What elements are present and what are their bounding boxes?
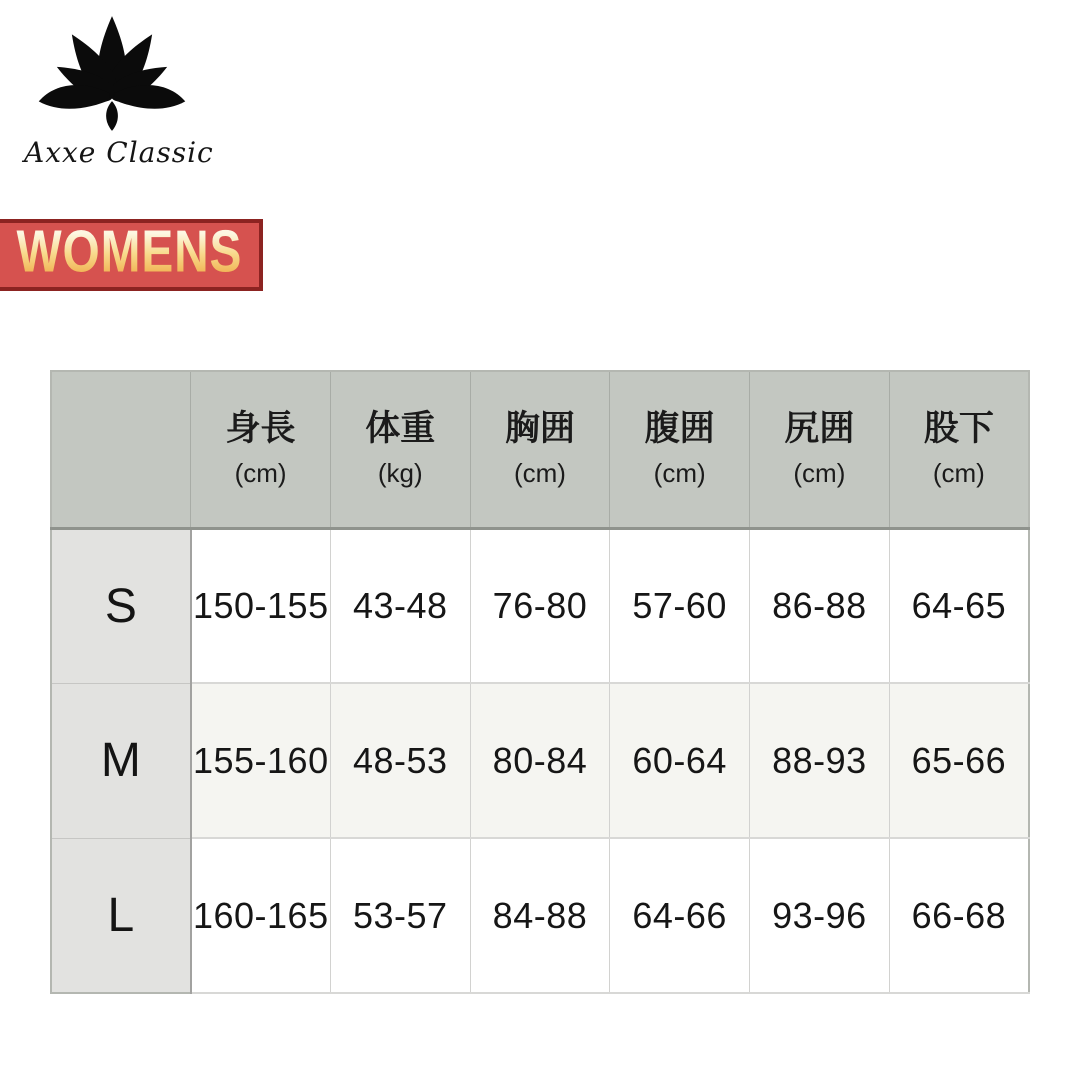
- size-label: M: [51, 683, 191, 838]
- column-header-hip: [750, 371, 890, 528]
- column-label: 股下: [923, 409, 994, 448]
- size-value-cell: 53-57: [330, 838, 470, 993]
- womens-banner: [0, 219, 263, 291]
- size-chart-table: [50, 370, 1030, 994]
- size-value-cell: 88-93: [750, 683, 890, 838]
- size-value-cell: 66-68: [889, 838, 1029, 993]
- column-unit: (cm): [793, 457, 846, 488]
- table-row-s: [51, 528, 1029, 683]
- column-label: 腹囲: [644, 409, 715, 448]
- size-value-cell: 65-66: [889, 683, 1029, 838]
- size-chart-header: [51, 371, 1029, 528]
- column-header-inseam: [889, 371, 1029, 528]
- size-value-cell: 64-66: [610, 838, 750, 993]
- table-row-m: [51, 683, 1029, 838]
- size-value-cell: 84-88: [470, 838, 610, 993]
- column-header-chest: [470, 371, 610, 528]
- column-unit: (cm): [234, 457, 287, 488]
- column-label: 尻囲: [784, 409, 855, 448]
- column-label: 身長: [225, 409, 296, 448]
- lotus-flower-icon: [27, 12, 197, 140]
- size-value-cell: 155-160: [191, 683, 331, 838]
- size-label: L: [51, 838, 191, 993]
- size-value-cell: 64-65: [889, 528, 1029, 683]
- brand-logo: [24, 12, 214, 169]
- size-chart-body: [51, 528, 1029, 993]
- column-label: 体重: [365, 409, 436, 448]
- size-value-cell: 86-88: [750, 528, 890, 683]
- size-value-cell: 43-48: [330, 528, 470, 683]
- brand-name: Axxe Classic: [24, 136, 214, 169]
- banner-label: WOMENS: [17, 222, 243, 288]
- column-header-height: [191, 371, 331, 528]
- size-value-cell: 93-96: [750, 838, 890, 993]
- corner-cell: [51, 371, 191, 528]
- column-header-waist: [610, 371, 750, 528]
- column-header-weight: [330, 371, 470, 528]
- table-row-l: [51, 838, 1029, 993]
- header-row: [51, 371, 1029, 528]
- size-value-cell: 76-80: [470, 528, 610, 683]
- size-value-cell: 160-165: [191, 838, 331, 993]
- column-unit: (kg): [377, 457, 423, 488]
- size-value-cell: 150-155: [191, 528, 331, 683]
- size-value-cell: 60-64: [610, 683, 750, 838]
- size-value-cell: 80-84: [470, 683, 610, 838]
- column-unit: (cm): [932, 457, 985, 488]
- column-unit: (cm): [653, 457, 706, 488]
- size-value-cell: 57-60: [610, 528, 750, 683]
- column-unit: (cm): [513, 457, 566, 488]
- column-label: 胸囲: [504, 409, 575, 448]
- size-label: S: [51, 528, 191, 683]
- size-value-cell: 48-53: [330, 683, 470, 838]
